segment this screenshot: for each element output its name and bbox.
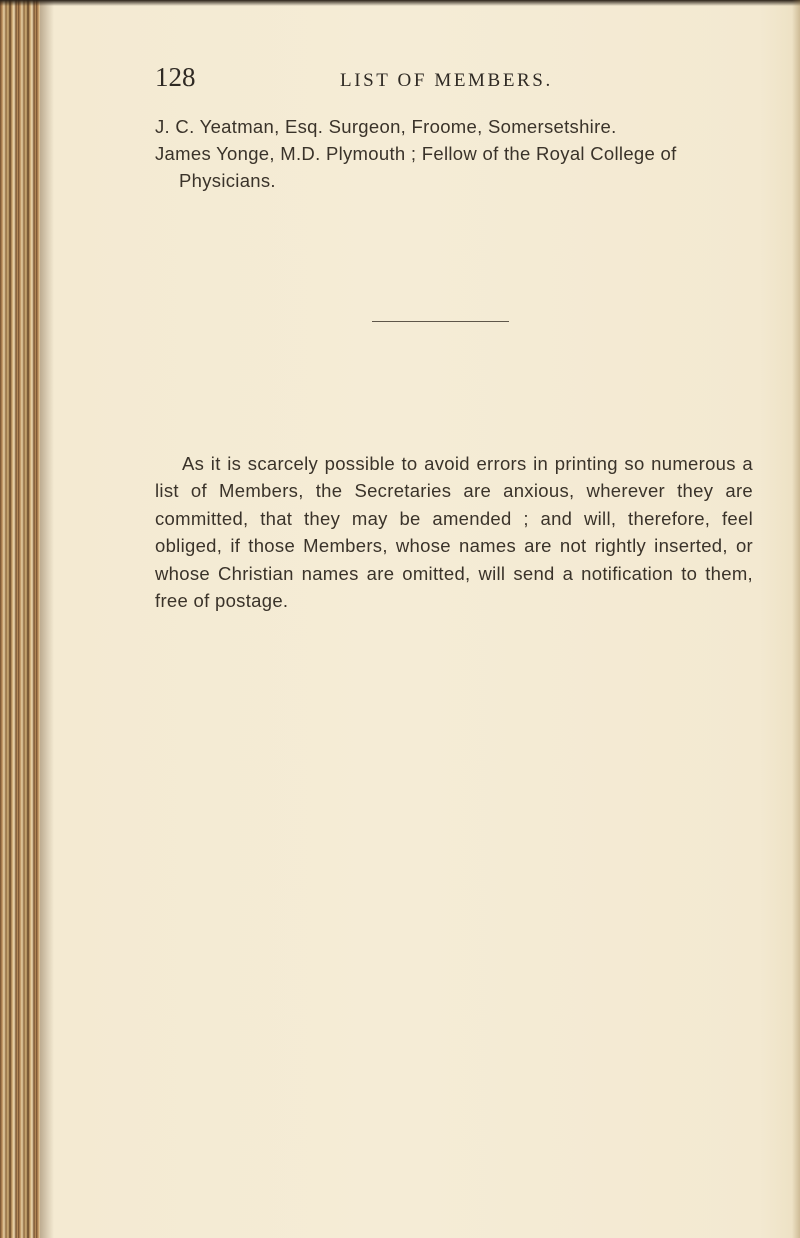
member-entry bbox=[155, 113, 755, 140]
book-binding bbox=[0, 0, 40, 1238]
errata-notice: As it is scarcely possible to avoid errors in printing so numerous a list of Members, the Secretaries are anxious, wherever they are committed, that they may be amended ; and will, therefore, feel obliged, if those Members, whose names are not rightly inserted, or whose Christian names are omitted, will send a notification to them, free of postage. bbox=[155, 453, 753, 612]
binding-shadow bbox=[40, 0, 54, 1238]
page-right-edge bbox=[792, 0, 800, 1238]
page-top-edge bbox=[0, 0, 800, 6]
running-head: LIST OF MEMBERS. bbox=[340, 70, 553, 91]
page-number: 128 bbox=[155, 62, 196, 92]
page-header bbox=[155, 62, 755, 92]
section-divider bbox=[372, 321, 509, 322]
member-entry-text: James Yonge, M.D. Plymouth ; Fellow of the Royal College of bbox=[155, 143, 677, 164]
member-entry-continuation: Physicians. bbox=[179, 170, 276, 191]
member-entry-text: J. C. Yeatman, Esq. Surgeon, Froome, Somersetshire. bbox=[155, 116, 617, 137]
member-entry bbox=[155, 140, 755, 194]
